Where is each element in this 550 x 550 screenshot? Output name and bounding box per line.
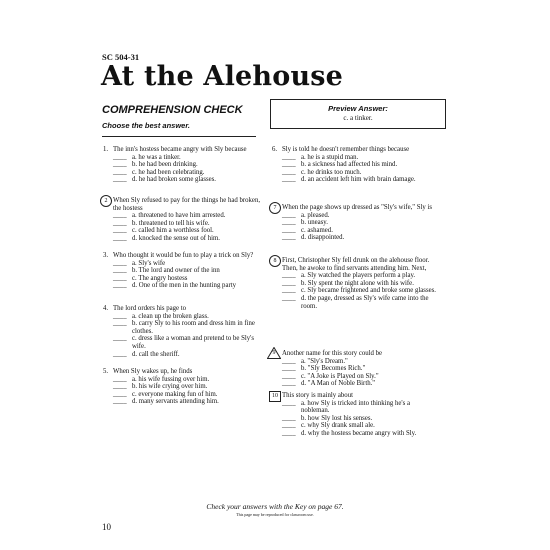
- answer-blank[interactable]: ____: [282, 429, 296, 437]
- question-stem: [272, 392, 437, 400]
- answer-option-text: c. he had been celebrating.: [132, 168, 205, 176]
- answer-option-text: a. clean up the broken glass.: [132, 312, 209, 320]
- answer-option-text: c. why Sly drank small ale.: [301, 422, 375, 430]
- answer-option-text: c. everyone making fun of him.: [132, 390, 218, 398]
- answer-blank[interactable]: ____: [282, 272, 296, 280]
- worksheet-code: SC 504-31: [102, 52, 140, 62]
- question-stem-text: Who thought it would be fun to play a trick on Sly?: [113, 252, 254, 259]
- answer-options: [272, 154, 437, 184]
- answer-option[interactable]: [113, 335, 268, 350]
- answer-option-text: a. threatened to have him arrested.: [132, 212, 226, 220]
- answer-option-text: d. call the sheriff.: [132, 350, 180, 358]
- answer-blank[interactable]: ____: [282, 372, 296, 380]
- answer-option[interactable]: [282, 295, 437, 310]
- answer-option[interactable]: [113, 351, 268, 359]
- question-stem-text: When Sly wakes up, he finds: [113, 368, 193, 375]
- answer-option-text: d. knocked the sense out of him.: [132, 234, 220, 242]
- question-stem-text: The lord orders his page to: [113, 305, 187, 312]
- question-2: [103, 197, 268, 243]
- answer-option[interactable]: [282, 287, 437, 295]
- answer-option-text: b. a sickness had affected his mind.: [301, 161, 398, 169]
- answer-option-text: a. "Sly's Dream.": [301, 357, 348, 365]
- answer-option[interactable]: [113, 398, 268, 406]
- answer-option[interactable]: [113, 260, 268, 268]
- answer-option[interactable]: [282, 219, 437, 227]
- answer-option-text: a. pleased.: [301, 211, 330, 219]
- answer-option[interactable]: [113, 383, 268, 391]
- answer-option-text: a. he is a stupid man.: [301, 153, 359, 161]
- question-number-text: 9: [272, 350, 276, 356]
- answer-option-text: b. uneasy.: [301, 219, 328, 227]
- answer-option-text: c. dress like a woman and pretend to be Sly's wife.: [132, 335, 255, 350]
- question-6: [272, 146, 437, 184]
- answer-options: [103, 154, 268, 184]
- answer-option-text: d. One of the men in the hunting party: [132, 282, 237, 290]
- preview-answer-box: [270, 99, 446, 129]
- answer-blank[interactable]: ____: [282, 176, 296, 184]
- question-number: 6.: [272, 146, 278, 153]
- answer-option-text: d. the page, dressed as Sly's wife came into the room.: [301, 294, 429, 310]
- answer-key-note: Check your answers with the Key on page 67.: [206, 502, 344, 511]
- answer-options: [103, 212, 268, 242]
- answer-blank[interactable]: ____: [282, 219, 296, 227]
- answer-options: [272, 400, 437, 438]
- answer-option-text: c. ashamed.: [301, 226, 333, 234]
- answer-blank[interactable]: ____: [282, 287, 296, 295]
- answer-option-text: b. he had been drinking.: [132, 161, 198, 169]
- answer-blank[interactable]: ____: [282, 211, 296, 219]
- answer-blank[interactable]: ____: [113, 312, 127, 320]
- question-number: 2: [100, 195, 112, 207]
- reproduction-note: This page may be reproduced for classroom use.: [236, 512, 314, 517]
- preview-answer: c. a tinker.: [343, 114, 373, 122]
- answer-option-text: b. carry Sly to his room and dress him in fine clothes.: [132, 320, 255, 335]
- answer-options: [272, 358, 437, 388]
- answer-blank[interactable]: ____: [282, 380, 296, 388]
- question-stem-text: When Sly refused to pay for the things he had broken, the hostess: [113, 197, 261, 212]
- answer-option[interactable]: [282, 422, 437, 430]
- answer-option-text: c. The angry hostess: [132, 274, 188, 282]
- question-number: [267, 347, 281, 359]
- divider-rule: [102, 136, 256, 137]
- answer-blank[interactable]: ____: [113, 161, 127, 169]
- answer-option-text: d. he had broken some glasses.: [132, 176, 216, 184]
- answer-blank[interactable]: ____: [113, 335, 127, 343]
- answer-option[interactable]: [113, 176, 268, 184]
- question-number: 8: [269, 255, 281, 267]
- answer-option[interactable]: [113, 282, 268, 290]
- answer-options: [103, 376, 268, 406]
- question-stem-text: First, Christopher Sly fell drunk on the alehouse floor. Then, he awoke to find servants attending him. Next,: [282, 257, 430, 272]
- answer-blank[interactable]: ____: [113, 227, 127, 235]
- question-1: [103, 146, 268, 184]
- answer-blank[interactable]: ____: [113, 267, 127, 275]
- answer-option[interactable]: [282, 154, 437, 162]
- answer-option[interactable]: [113, 267, 268, 275]
- answer-blank[interactable]: ____: [113, 176, 127, 184]
- question-8: [272, 257, 437, 310]
- answer-option[interactable]: [113, 376, 268, 384]
- question-number: 7: [269, 202, 281, 214]
- answer-option-text: a. Sly's wife: [132, 259, 166, 267]
- answer-options: [103, 313, 268, 359]
- answer-blank[interactable]: ____: [282, 279, 296, 287]
- right-column: [272, 146, 437, 476]
- answer-blank[interactable]: ____: [113, 153, 127, 161]
- question-stem: [103, 146, 268, 154]
- answer-option-text: a. his wife fussing over him.: [132, 375, 210, 383]
- answer-blank[interactable]: ____: [282, 153, 296, 161]
- page-number: 10: [102, 522, 111, 532]
- answer-blank[interactable]: ____: [113, 390, 127, 398]
- answer-blank[interactable]: ____: [113, 234, 127, 242]
- question-stem-text: This story is mainly about: [282, 392, 353, 399]
- answer-option-text: c. called him a worthless fool.: [132, 227, 214, 235]
- answer-blank[interactable]: ____: [113, 219, 127, 227]
- answer-option-text: c. he drinks too much.: [301, 168, 362, 176]
- answer-blank[interactable]: ____: [282, 365, 296, 373]
- answer-option-text: c. "A Joke is Played on Sly.": [301, 372, 379, 380]
- answer-blank[interactable]: ____: [113, 375, 127, 383]
- question-stem: [272, 204, 437, 212]
- answer-option[interactable]: [282, 176, 437, 184]
- answer-option[interactable]: [113, 320, 268, 335]
- answer-option-text: c. Sly became frightened and broke some glasses.: [301, 287, 436, 295]
- question-stem-text: The inn's hostess became angry with Sly because: [113, 146, 247, 153]
- answer-blank[interactable]: ____: [282, 399, 296, 407]
- question-number: 5.: [103, 368, 109, 375]
- answer-blank[interactable]: ____: [113, 320, 127, 328]
- answer-option[interactable]: [113, 313, 268, 321]
- answer-blank[interactable]: ____: [113, 282, 127, 290]
- question-stem: [103, 197, 268, 212]
- answer-option-text: b. how Sly lost his senses.: [301, 414, 373, 422]
- left-column: [103, 146, 268, 466]
- answer-option[interactable]: [282, 415, 437, 423]
- answer-option-text: b. his wife crying over him.: [132, 383, 208, 391]
- answer-option[interactable]: [282, 272, 437, 280]
- question-stem: [103, 305, 268, 313]
- answer-blank[interactable]: ____: [282, 226, 296, 234]
- answer-option[interactable]: [282, 161, 437, 169]
- answer-option[interactable]: [282, 227, 437, 235]
- answer-option[interactable]: [282, 358, 437, 366]
- question-stem: [272, 146, 437, 154]
- question-stem: [272, 350, 437, 358]
- answer-option-text: b. "Sly Becomes Rich.": [301, 365, 366, 373]
- page-title: At the Alehouse: [101, 61, 344, 92]
- answer-option[interactable]: [113, 220, 268, 228]
- answer-blank[interactable]: ____: [113, 168, 127, 176]
- answer-options: [103, 260, 268, 290]
- answer-blank[interactable]: ____: [113, 212, 127, 220]
- answer-blank[interactable]: ____: [113, 350, 127, 358]
- question-stem-text: Sly is told he doesn't remember things because: [282, 146, 410, 153]
- question-10: [272, 392, 437, 438]
- answer-option[interactable]: [282, 169, 437, 177]
- answer-option-text: b. Sly spent the night alone with his wife.: [301, 279, 414, 287]
- question-9: [272, 350, 437, 388]
- answer-option-text: d. many servants attending him.: [132, 398, 219, 406]
- answer-option[interactable]: [113, 235, 268, 243]
- answer-blank[interactable]: ____: [282, 161, 296, 169]
- question-stem: [272, 257, 437, 272]
- question-number: 3.: [103, 252, 109, 259]
- question-number: 1.: [103, 146, 109, 153]
- answer-options: [272, 272, 437, 310]
- answer-option[interactable]: [282, 212, 437, 220]
- answer-option[interactable]: [113, 391, 268, 399]
- answer-blank[interactable]: ____: [282, 357, 296, 365]
- question-number: 4.: [103, 305, 109, 312]
- question-stem: [103, 252, 268, 260]
- answer-option[interactable]: [282, 365, 437, 373]
- answer-option[interactable]: [113, 227, 268, 235]
- answer-option-text: d. why the hostess became angry with Sly.: [301, 429, 417, 437]
- answer-option[interactable]: [113, 154, 268, 162]
- answer-option[interactable]: [113, 275, 268, 283]
- question-stem-text: When the page shows up dressed as "Sly's wife," Sly is: [282, 204, 433, 211]
- answer-blank[interactable]: ____: [113, 259, 127, 267]
- answer-option[interactable]: [282, 280, 437, 288]
- answer-option[interactable]: [282, 234, 437, 242]
- answer-option[interactable]: [113, 169, 268, 177]
- answer-blank[interactable]: ____: [282, 294, 296, 302]
- answer-options: [272, 212, 437, 242]
- answer-blank[interactable]: ____: [282, 168, 296, 176]
- answer-option-text: d. disappointed.: [301, 234, 345, 242]
- answer-option-text: d. an accident left him with brain damage.: [301, 176, 416, 184]
- answer-blank[interactable]: ____: [282, 234, 296, 242]
- answer-option[interactable]: [282, 430, 437, 438]
- answer-option-text: b. threatened to tell his wife.: [132, 219, 210, 227]
- answer-option[interactable]: [282, 380, 437, 388]
- answer-option[interactable]: [113, 212, 268, 220]
- question-number: 10: [269, 391, 281, 402]
- preview-label: Preview Answer:: [328, 104, 388, 113]
- question-stem-text: Another name for this story could be: [282, 350, 383, 357]
- answer-option-text: b. The lord and owner of the inn: [132, 267, 220, 275]
- answer-blank[interactable]: ____: [282, 414, 296, 422]
- question-stem: [103, 368, 268, 376]
- answer-option-text: d. "A Man of Noble Birth.": [301, 380, 376, 388]
- answer-option[interactable]: [282, 373, 437, 381]
- question-7: [272, 204, 437, 242]
- question-4: [103, 305, 268, 358]
- answer-option[interactable]: [282, 400, 437, 415]
- answer-blank[interactable]: ____: [113, 383, 127, 391]
- answer-option-text: a. Sly watched the players perform a play.: [301, 272, 416, 280]
- instruction-text: Choose the best answer.: [102, 121, 190, 130]
- answer-blank[interactable]: ____: [113, 398, 127, 406]
- answer-option-text: a. he was a tinker.: [132, 153, 181, 161]
- answer-option-text: a. how Sly is tricked into thinking he's a nobleman.: [301, 399, 411, 415]
- section-heading: COMPREHENSION CHECK: [102, 104, 243, 116]
- question-3: [103, 252, 268, 290]
- answer-blank[interactable]: ____: [282, 422, 296, 430]
- answer-option[interactable]: [113, 161, 268, 169]
- answer-blank[interactable]: ____: [113, 274, 127, 282]
- question-5: [103, 368, 268, 406]
